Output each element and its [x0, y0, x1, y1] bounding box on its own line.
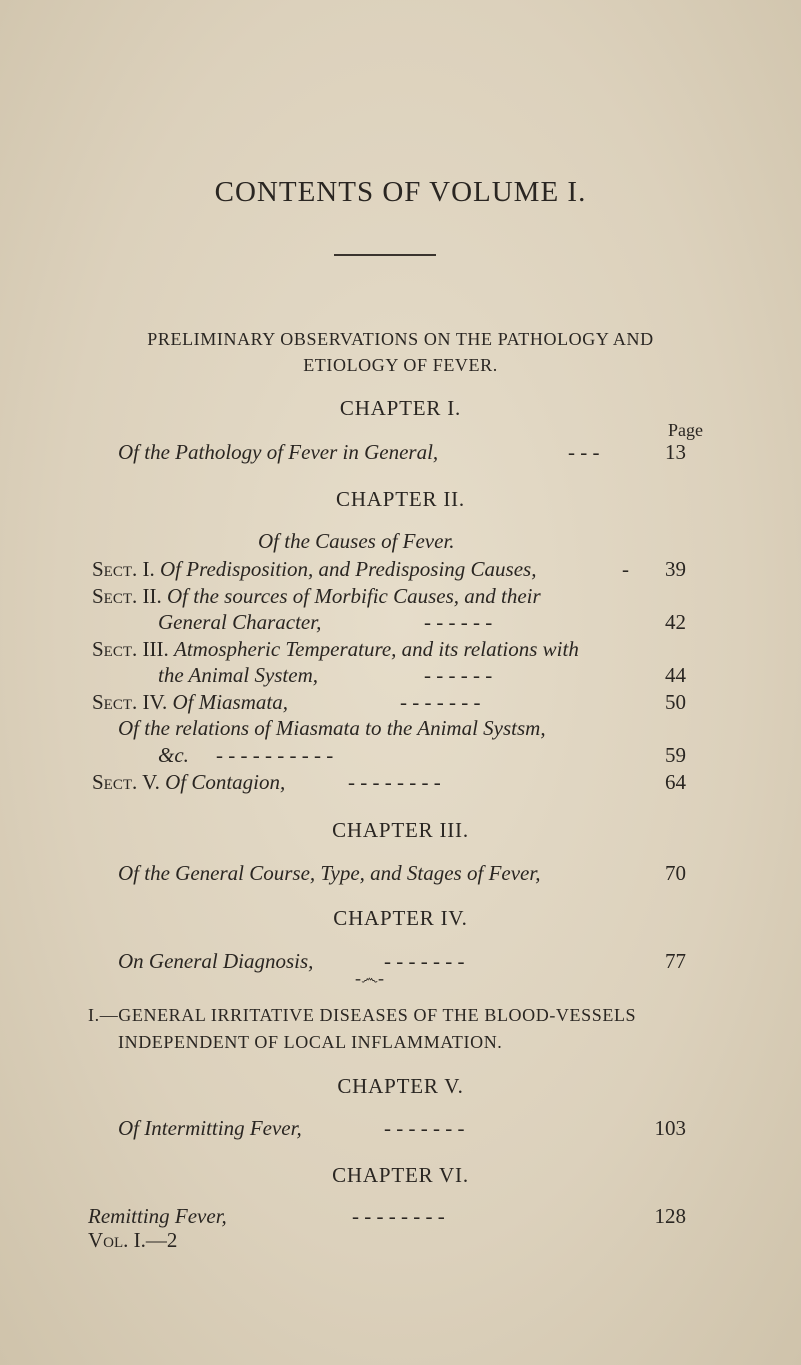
- sect-label: Sect. II.: [92, 584, 162, 608]
- ornament-divider: -෴-: [355, 968, 385, 988]
- toc-entry-sect-4: [92, 690, 288, 715]
- signature-mark: Vol. I.—2: [88, 1228, 178, 1252]
- chapter-4-title: CHAPTER IV.: [333, 906, 468, 930]
- leader-dots: -: [622, 557, 629, 581]
- leader-dots: - - - - - - -: [384, 1116, 465, 1140]
- toc-entry-sect-3: [92, 637, 579, 662]
- toc-entry-relations-continued: &c.: [158, 743, 189, 767]
- toc-entry-general-course: Of the General Course, Type, and Stages of Fever,: [118, 861, 541, 885]
- entry-text: Of Miasmata,: [172, 690, 288, 714]
- page-column-label: Page: [668, 420, 703, 440]
- toc-entry-pathology: [118, 440, 438, 465]
- leader-dots: - - -: [568, 440, 600, 464]
- entry-text: Of Contagion,: [165, 770, 286, 794]
- page-number: 50: [665, 690, 686, 714]
- toc-entry-diagnosis: On General Diagnosis,: [118, 949, 314, 973]
- leader-dots: - - - - - - - - - -: [216, 743, 334, 767]
- toc-entry-sect-2: [92, 584, 541, 609]
- page-title: CONTENTS OF VOLUME I.: [214, 176, 587, 208]
- page-number: 77: [665, 949, 686, 973]
- page-number: 44: [665, 663, 686, 687]
- chapter-1-title: CHAPTER I.: [339, 396, 462, 420]
- toc-entry-sect-5: [92, 770, 285, 795]
- entry-text: Of the sources of Morbific Causes, and their: [167, 584, 541, 608]
- toc-entry-sect-2-continued: General Character,: [158, 610, 322, 634]
- page-number: 42: [665, 610, 686, 634]
- sect-label: Sect. I.: [92, 557, 155, 581]
- toc-entry-relations-miasmata: Of the relations of Miasmata to the Animal Systsm,: [118, 716, 546, 740]
- toc-entry-remitting-fever: Remitting Fever,: [88, 1204, 227, 1228]
- preliminary-heading-line-1: PRELIMINARY OBSERVATIONS ON THE PATHOLOGY AND: [147, 329, 654, 349]
- chapter-3-title: CHAPTER III.: [332, 818, 469, 842]
- toc-entry-sect-3-continued: the Animal System,: [158, 663, 319, 687]
- title-rule: [334, 254, 436, 256]
- chapter-2-title: CHAPTER II.: [336, 487, 465, 511]
- chapter-5-title: CHAPTER V.: [337, 1074, 464, 1098]
- entry-text: Of the Pathology of Fever in General,: [118, 440, 439, 464]
- part-1-heading-line-2: INDEPENDENT OF LOCAL INFLAMMATION.: [118, 1032, 503, 1052]
- leader-dots: - - - - - - - -: [352, 1204, 445, 1228]
- page-number: 39: [665, 557, 686, 581]
- entry-text: Atmospheric Temperature, and its relations with: [174, 637, 579, 661]
- part-1-heading-line-1: I.—GENERAL IRRITATIVE DISEASES OF THE BLOOD-VESSELS: [88, 1005, 637, 1025]
- sect-label: Sect. IV.: [92, 690, 168, 714]
- leader-dots: - - - - - - -: [384, 949, 465, 973]
- entry-text: Of Predisposition, and Predisposing Causes,: [160, 557, 537, 581]
- toc-entry-sect-1: [92, 557, 536, 582]
- leader-dots: - - - - - - - -: [348, 770, 441, 794]
- sect-label: Sect. V.: [92, 770, 160, 794]
- page-number: 128: [654, 1204, 686, 1228]
- chapter-6-title: CHAPTER VI.: [332, 1163, 469, 1187]
- chapter-2-subtitle: Of the Causes of Fever.: [258, 529, 455, 553]
- page-number: 59: [665, 743, 686, 767]
- leader-dots: - - - - - -: [424, 663, 493, 687]
- page-number: 13: [665, 440, 686, 464]
- sect-label: Sect. III.: [92, 637, 169, 661]
- toc-entry-intermitting-fever: Of Intermitting Fever,: [118, 1116, 302, 1140]
- page-number: 64: [665, 770, 686, 794]
- preliminary-heading-line-2: ETIOLOGY OF FEVER.: [303, 355, 498, 375]
- leader-dots: - - - - - - -: [400, 690, 481, 714]
- page-number: 70: [665, 861, 686, 885]
- page-number: 103: [654, 1116, 686, 1140]
- leader-dots: - - - - - -: [424, 610, 493, 634]
